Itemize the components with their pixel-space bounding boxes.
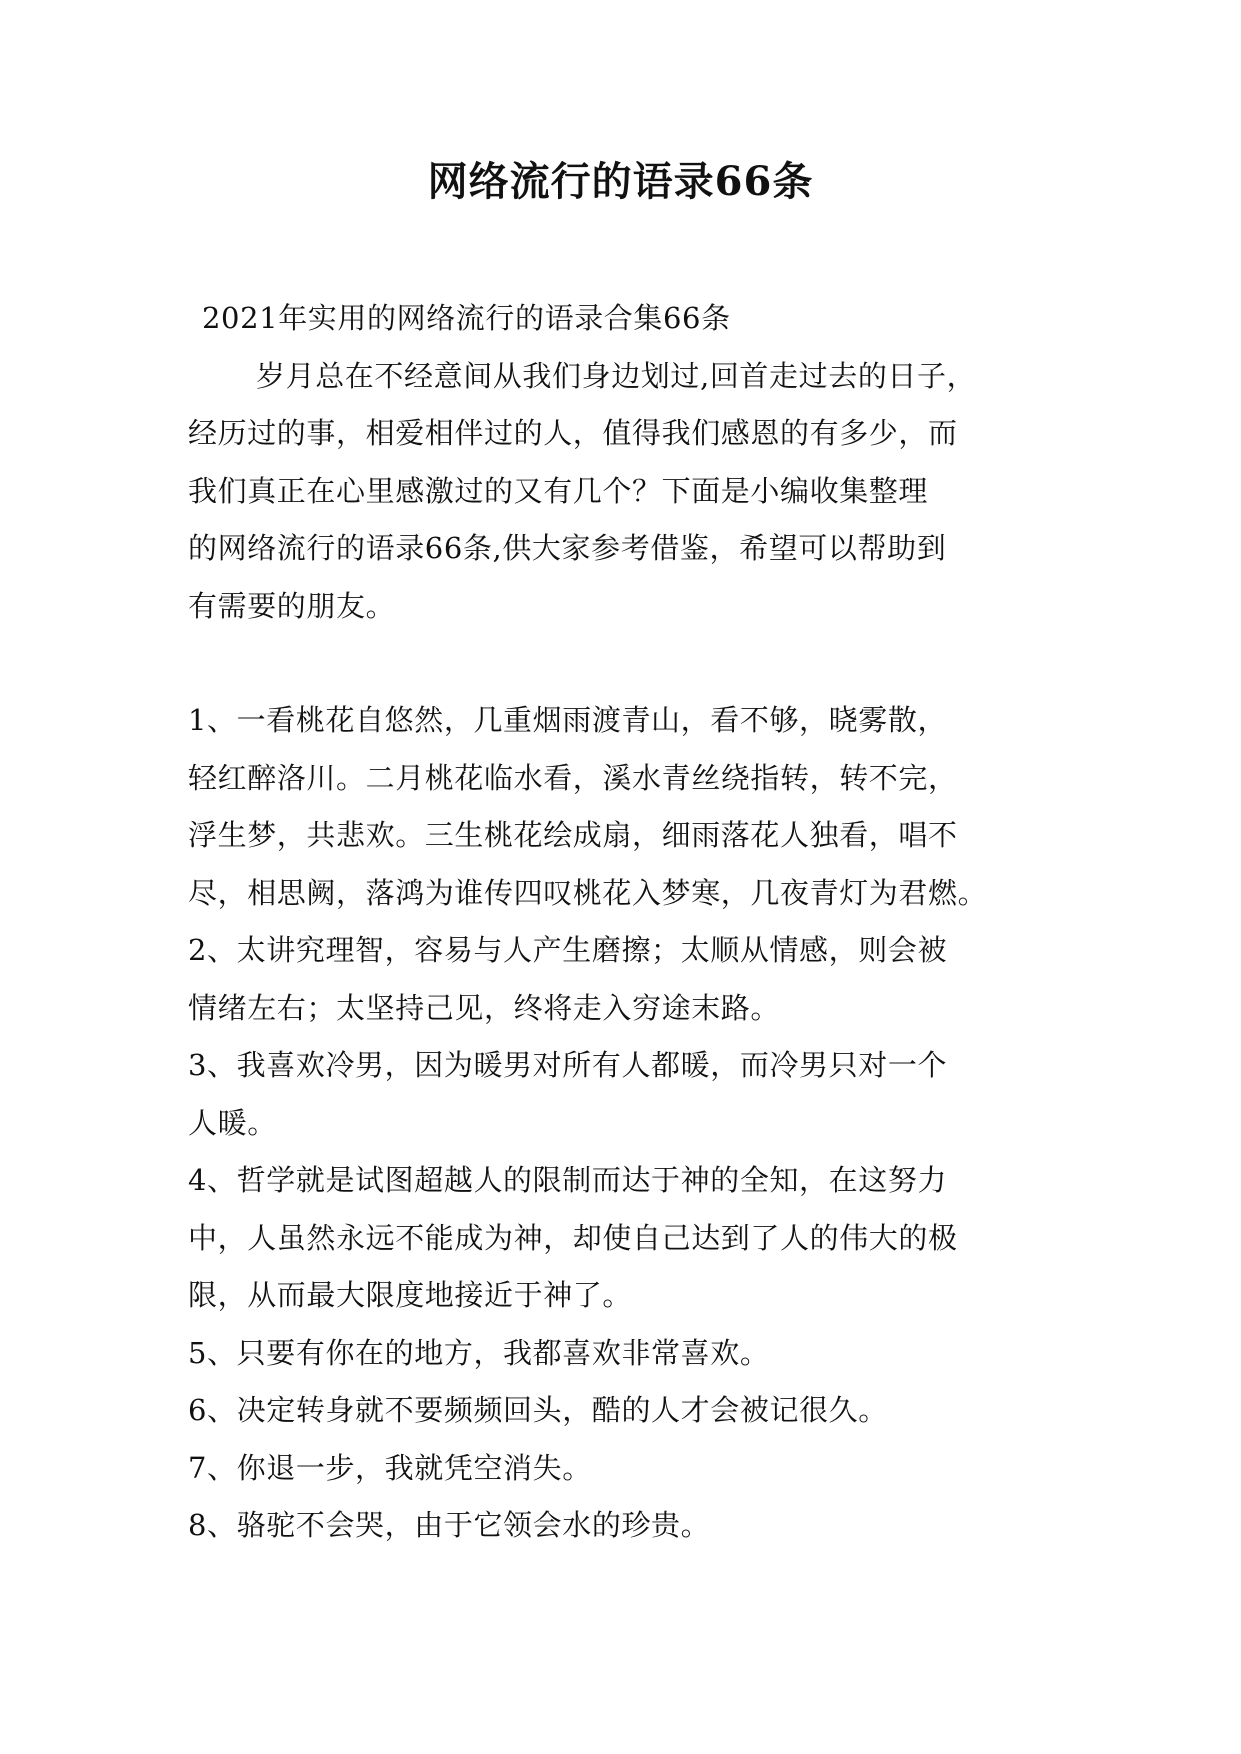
- document-title: 网络流行的语录66条: [427, 158, 814, 205]
- intro-paragraph: [188, 348, 1058, 636]
- document-body: [188, 290, 1058, 1555]
- intro-line: 经历过的事，相爱相伴过的人，值得我们感恩的有多少，而: [188, 416, 958, 450]
- intro-line: 岁月总在不经意间从我们身边划过,回首走过去的日子，: [256, 358, 977, 393]
- quote-line: 5、只要有你在的地方，我都喜欢非常喜欢。: [188, 1335, 770, 1370]
- quote-line: 人暖。: [188, 1105, 277, 1140]
- paragraph-spacer: [188, 635, 1058, 692]
- quote-line: 中，人虽然永远不能成为神，却使自己达到了人的伟大的极: [188, 1220, 958, 1255]
- quote-line: 6、决定转身就不要频频回头，酷的人才会被记很久。: [188, 1393, 888, 1427]
- quote-line: 浮生梦，共悲欢。三生桃花绘成扇，细雨落花人独看，唱不: [188, 818, 958, 852]
- quote-line: 情绪左右；太坚持己见，终将走入穷途末路。: [188, 990, 781, 1025]
- intro-line: 我们真正在心里感激过的又有几个？下面是小编收集整理: [188, 473, 929, 508]
- quote-line: 4、哲学就是试图超越人的限制而达于神的全知，在这努力: [188, 1163, 948, 1197]
- quote-line: 2、太讲究理智，容易与人产生磨擦；太顺从情感，则会被: [188, 933, 948, 967]
- quote-list: [188, 692, 1058, 1555]
- quote-line: 限，从而最大限度地接近于神了。: [188, 1278, 633, 1312]
- document-subtitle: 2021年实用的网络流行的语录合集66条: [202, 301, 731, 335]
- quote-line: 3、我喜欢冷男，因为暖男对所有人都暖，而冷男只对一个: [188, 1048, 948, 1082]
- quote-line: 1、一看桃花自悠然，几重烟雨渡青山，看不够，晓雾散，: [188, 703, 948, 737]
- intro-line: 有需要的朋友。: [188, 588, 396, 623]
- intro-line: 的网络流行的语录66条,供大家参考借鉴，希望可以帮助到: [188, 531, 947, 565]
- quote-line: 轻红醉洛川。二月桃花临水看，溪水青丝绕指转，转不完，: [188, 760, 958, 795]
- quote-line: 7、你退一步，我就凭空消失。: [188, 1450, 592, 1485]
- quote-line: 尽，相思阙，落鸿为谁传四叹桃花入梦寒，几夜青灯为君燃。: [188, 875, 988, 910]
- quote-line: 8、骆驼不会哭，由于它领会水的珍贵。: [188, 1508, 711, 1542]
